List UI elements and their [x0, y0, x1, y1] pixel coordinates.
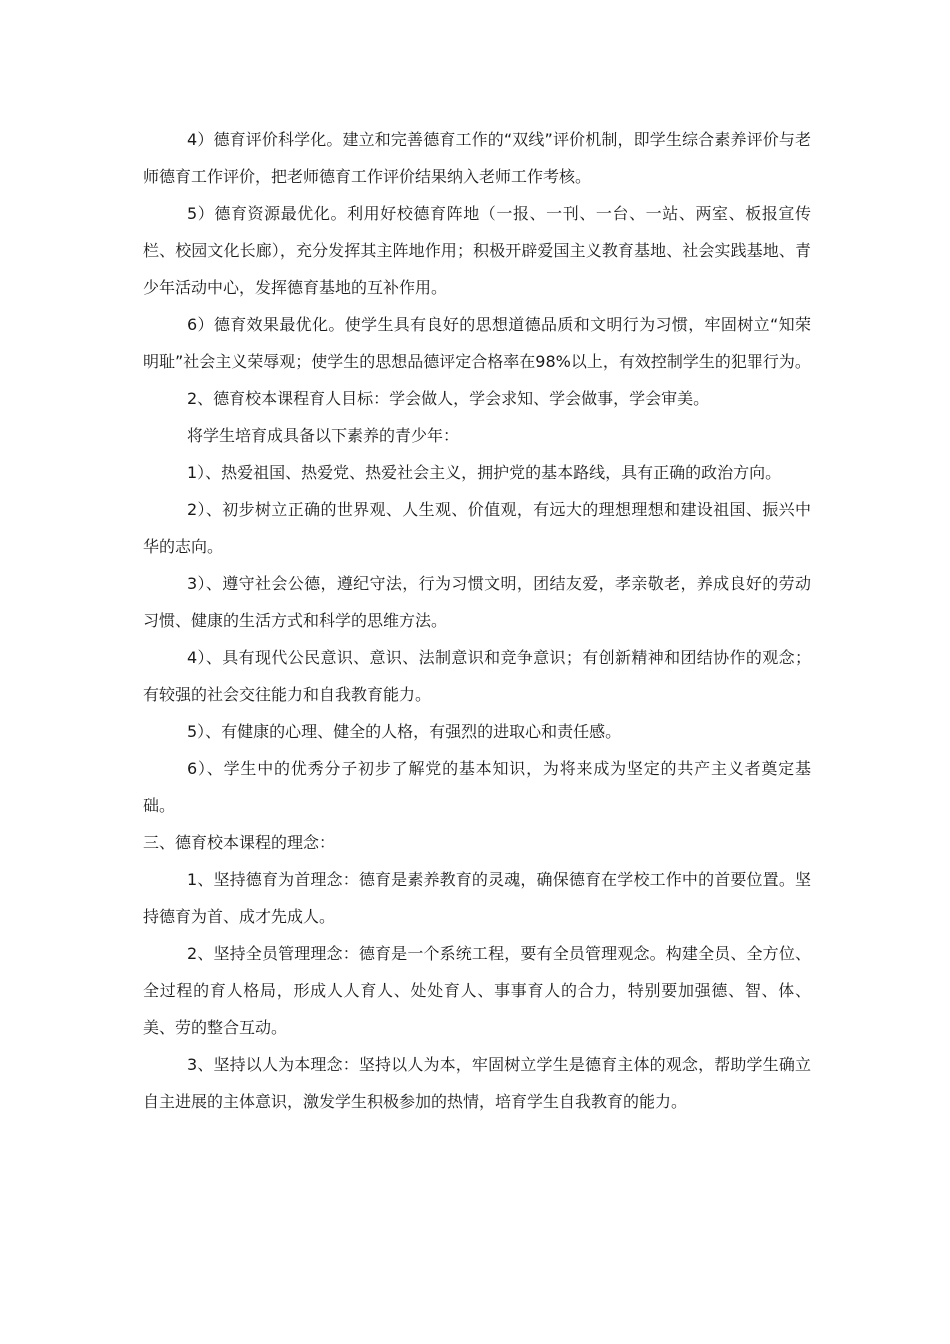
paragraph: 2、德育校本课程育人目标：学会做人，学会求知、学会做事，学会审美。 [187, 389, 710, 408]
paragraph: 3、坚持以人为本理念：坚持以人为本，牢固树立学生是德育主体的观念，帮助学生确立自主进展的主体意识，激发学生积极参加的热情，培育学生自我教育的能力。 [143, 1055, 811, 1111]
paragraph: 1、坚持德育为首理念：德育是素养教育的灵魂，确保德育在学校工作中的首要位置。坚持德育为首、成才先成人。 [143, 870, 811, 926]
paragraph: 4）、具有现代公民意识、意识、法制意识和竞争意识；有创新精神和团结协作的观念；有较强的社会交往能力和自我教育能力。 [143, 648, 811, 704]
paragraph: 将学生培育成具备以下素养的青少年： [187, 426, 460, 445]
section-heading: 三、德育校本课程的理念： [143, 833, 336, 852]
paragraph: 6）德育效果最优化。使学生具有良好的思想道德品质和文明行为习惯，牢固树立“知荣明耻”社会主义荣辱观；使学生的思想品德评定合格率在98%以上，有效控制学生的犯罪行为。 [143, 315, 811, 371]
paragraph: 3）、遵守社会公德，遵纪守法，行为习惯文明，团结友爱，孝亲敬老，养成良好的劳动习惯、健康的生活方式和科学的思维方法。 [143, 574, 811, 630]
paragraph: 4）德育评价科学化。建立和完善德育工作的“双线”评价机制，即学生综合素养评价与老师德育工作评价，把老师德育工作评价结果纳入老师工作考核。 [143, 130, 811, 186]
paragraph: 2、坚持全员管理理念：德育是一个系统工程，要有全员管理观念。构建全员、全方位、全过程的育人格局，形成人人育人、处处育人、事事育人的合力，特别要加强德、智、体、美、劳的整合互动。 [143, 944, 811, 1037]
paragraph: 5）、有健康的心理、健全的人格，有强烈的进取心和责任感。 [187, 722, 622, 741]
paragraph: 6）、学生中的优秀分子初步了解党的基本知识，为将来成为坚定的共产主义者奠定基础。 [143, 759, 811, 815]
document-body [143, 121, 811, 1120]
paragraph: 5）德育资源最优化。利用好校德育阵地（一报、一刊、一台、一站、两室、板报宣传栏、校园文化长廊），充分发挥其主阵地作用；积极开辟爱国主义教育基地、社会实践基地、青少年活动中心，发挥德育基地的互补作用。 [143, 204, 811, 297]
paragraph: 2）、初步树立正确的世界观、人生观、价值观，有远大的理想理想和建设祖国、振兴中华的志向。 [143, 500, 811, 556]
paragraph: 1）、热爱祖国、热爱党、热爱社会主义，拥护党的基本路线，具有正确的政治方向。 [187, 463, 782, 482]
